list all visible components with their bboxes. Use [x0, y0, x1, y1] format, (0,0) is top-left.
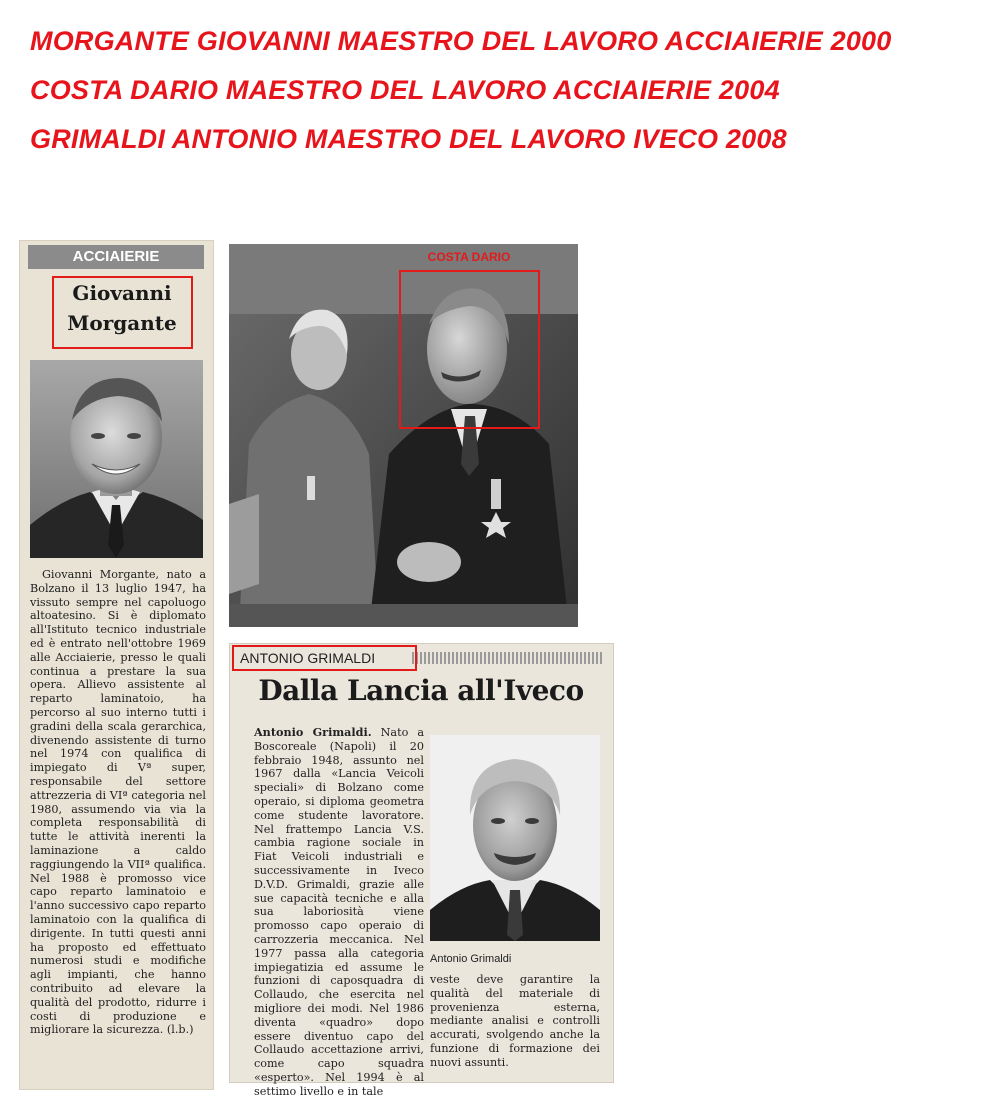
headline-costa: COSTA DARIO MAESTRO DEL LAVORO ACCIAIERIE 2004: [30, 75, 780, 105]
portrait-morgante: [30, 360, 203, 558]
name-last: Morgante: [67, 311, 177, 335]
article-title-grimaldi: Dalla Lancia all'Iveco: [258, 674, 584, 707]
section-tag-acciaierie: ACCIAIERIE: [28, 245, 204, 269]
section-rule: [412, 652, 602, 664]
lead-name: Antonio Grimaldi.: [254, 725, 372, 739]
highlight-box-costa: [399, 270, 540, 429]
headline-morgante: MORGANTE GIOVANNI MAESTRO DEL LAVORO ACCIAIERIE 2000: [30, 26, 892, 56]
portrait-grimaldi: [430, 735, 600, 941]
section-tag-grimaldi: ANTONIO GRIMALDI: [240, 650, 376, 666]
article-body-grimaldi-col2: veste deve garantire la qualità del materiale di provenienza esterna, mediante analisi e controlli accurati, svolgendo anche la funzione di formazione dei nuovi assunti.: [430, 973, 600, 1069]
name-first: Giovanni: [72, 281, 172, 305]
label-costa-dario: COSTA DARIO: [427, 250, 511, 264]
photo-caption-grimaldi: Antonio Grimaldi: [430, 953, 512, 965]
highlight-box-grimaldi: [232, 645, 417, 671]
headline-grimaldi: GRIMALDI ANTONIO MAESTRO DEL LAVORO IVECO 2008: [30, 124, 787, 154]
highlight-box-morgante: [52, 276, 193, 349]
body-text-col1: Nato a Boscoreale (Napoli) il 20 febbraio 1948, assunto nel 1967 dalla «Lancia Veicoli speciali» di Bolzano come operaio, si diploma geometra come studente lavoratore. Nel frattempo Lancia V.S. cambia ragione sociale in Fiat Veicoli industriali e successivamente in Iveco D.V.D. Grimaldi, grazie alle sue capacità tecniche e alla sua laboriosità viene promosso capo operaio di carrozzeria meccanica. Nel 1977 passa alla categoria impiegatizia ed assume le funzioni di caposquadra di Collaudo, che esercita nel migliore dei modi. Nel 1986 diventa «quadro» dopo essere diventuo capo del Collaudo accettazione arrivi, come capo squadra «esperto». Nel 1994 è al settimo livello e in tale: [254, 726, 424, 1098]
article-body-grimaldi-col1: [254, 726, 424, 1099]
article-body-morgante: Giovanni Morgante, nato a Bolzano il 13 luglio 1947, ha vissuto sempre nel capoluogo altoatesino. Si è diplomato all'Istituto tecnico industriale ed è entrato nell'ottobre 1969 alle Acciaierie, presso le quali continua a prestare la sua opera. Allievo assistente al reparto laminatoio, ha percorso al suo interno tutti i gradini della scala gerarchica, divenendo assistente di turno nel 1974 con qualifica di impiegato di Vª super, responsabile del settore attrezzeria di VIª categoria nel 1980, assumendo via via la completa responsabilità di tutte le attività inerenti la laminazione a caldo raggiungendo la VIIª qualifica. Nel 1988 è promosso vice capo reparto laminatoio e l'anno successivo capo reparto laminatoio con la qualifica di dirigente. In tutti questi anni ha proposto ed effettuato numerosi studi e modifiche agli impianti, che hanno contribuito ad elevare la qualità del prodotto, ridurre i costi di produzione e migliorare la sicurezza. (l.b.): [30, 568, 206, 1037]
